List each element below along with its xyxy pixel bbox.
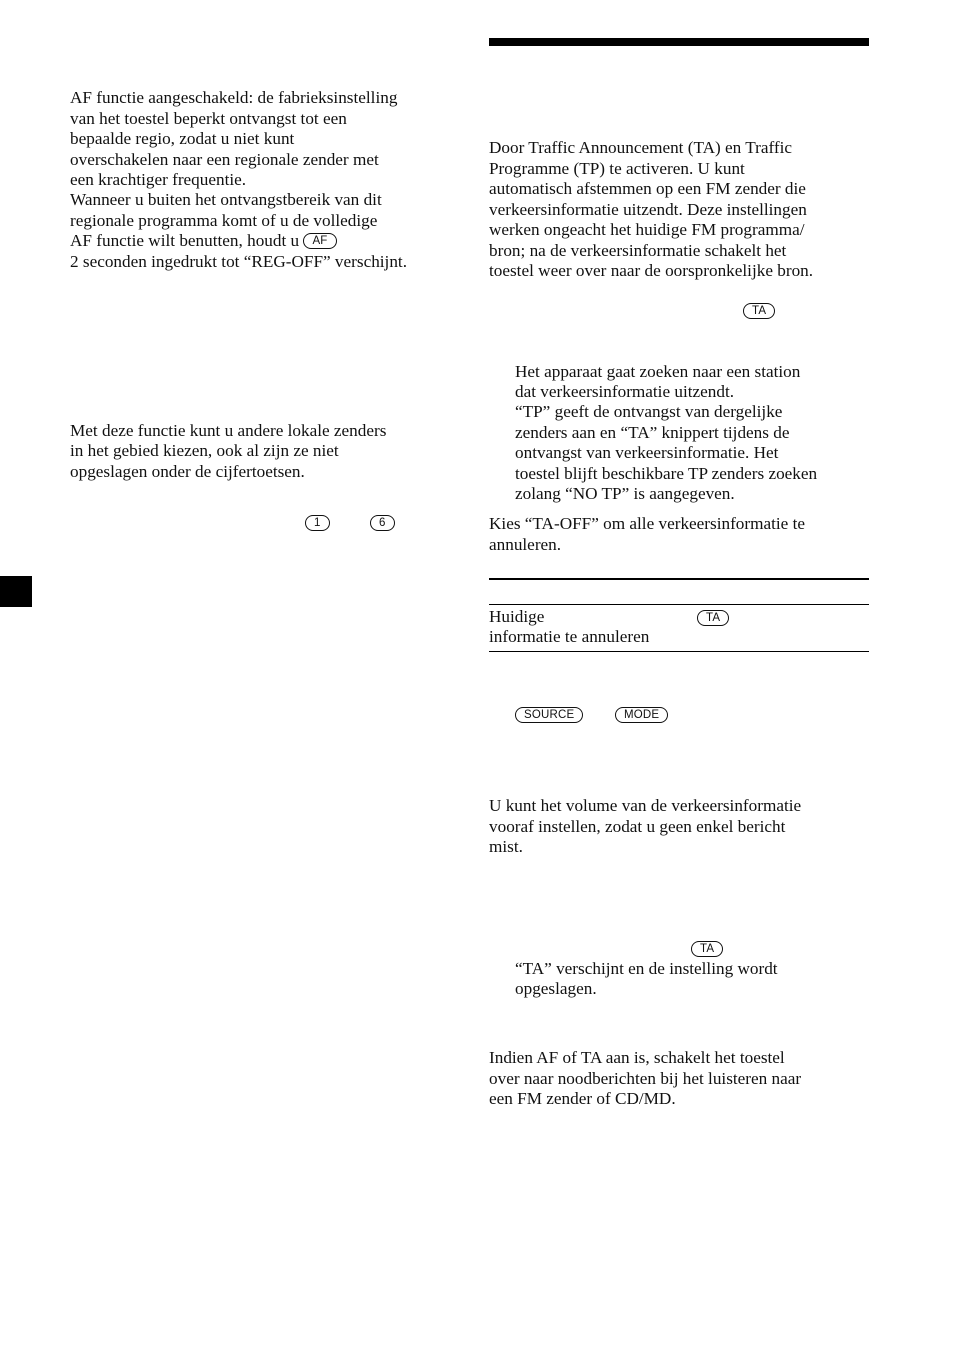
mode-button-icon: MODE: [615, 707, 668, 723]
text-line: een krachtiger frequentie.: [70, 170, 247, 189]
text-line: Wanneer u buiten het ontvangstbereik van dit: [70, 190, 382, 209]
text-line: werken ongeacht het huidige FM programma/: [489, 220, 805, 239]
text-line: zolang “NO TP” is aangegeven.: [515, 484, 735, 503]
text-line: verkeersinformatie uitzendt. Deze instellingen: [489, 200, 807, 219]
text-line: annuleren.: [489, 535, 562, 554]
text-line: Door Traffic Announcement (TA) en Traffic: [489, 138, 793, 157]
text-line: dat verkeersinformatie uitzendt.: [515, 382, 735, 401]
ta-button-icon: TA: [697, 610, 729, 626]
text-line: toestel blijft beschikbare TP zenders zoeken: [515, 464, 818, 483]
ta-button-icon: TA: [691, 941, 723, 957]
table-header-rule: [489, 604, 869, 605]
text-line: een FM zender of CD/MD.: [489, 1089, 676, 1108]
text-line: mist.: [489, 837, 523, 856]
text-line: Het apparaat gaat zoeken naar een station: [515, 362, 801, 381]
ta-button-icon: TA: [743, 303, 775, 319]
text-line: automatisch afstemmen op een FM zender die: [489, 179, 806, 198]
text-line: bepaalde regio, zodat u niet kunt: [70, 129, 295, 148]
text-line: toestel weer over naar de oorspronkelijke bron.: [489, 261, 814, 280]
text-line: overschakelen naar een regionale zender met: [70, 150, 379, 169]
table-bottom-rule: [489, 651, 869, 652]
text-line: zenders aan en “TA” knippert tijdens de: [515, 423, 790, 442]
table-cell: Huidige: [489, 607, 545, 626]
source-button-icon: SOURCE: [515, 707, 583, 723]
text-line: opgeslagen.: [515, 979, 597, 998]
text-line: over naar noodberichten bij het luisteren naar: [489, 1069, 802, 1088]
text-line: opgeslagen onder de cijfertoetsen.: [70, 462, 305, 481]
text-line: regionale programma komt of u de volledige: [70, 211, 378, 230]
text-line: 2 seconden ingedrukt tot “REG-OFF” verschijnt.: [70, 252, 408, 271]
af-button-icon: AF: [303, 233, 336, 249]
table-top-rule: [489, 578, 869, 580]
section-header-bar: [489, 38, 869, 46]
text-line: ontvangst van verkeersinformatie. Het: [515, 443, 779, 462]
text-line: “TP” geeft de ontvangst van dergelijke: [515, 402, 783, 421]
text-line: Indien AF of TA aan is, schakelt het toestel: [489, 1048, 785, 1067]
table-cell: informatie te annuleren: [489, 627, 650, 646]
text-line: Met deze functie kunt u andere lokale zenders: [70, 421, 387, 440]
page-edge-tab: [0, 576, 32, 607]
text-line: U kunt het volume van de verkeersinformatie: [489, 796, 802, 815]
text-line: AF functie aangeschakeld: de fabrieksinstelling: [70, 88, 398, 107]
text-line: Kies “TA-OFF” om alle verkeersinformatie te: [489, 514, 806, 533]
text-line: Programme (TP) te activeren. U kunt: [489, 159, 745, 178]
text-line: van het toestel beperkt ontvangst tot een: [70, 109, 347, 128]
number-6-button-icon: 6: [370, 515, 395, 531]
text-fragment: AF functie wilt benutten, houdt u: [70, 231, 300, 250]
text-line-with-key: [70, 231, 337, 252]
text-line: vooraf instellen, zodat u geen enkel bericht: [489, 817, 786, 836]
text-line: bron; na de verkeersinformatie schakelt het: [489, 241, 787, 260]
text-line: in het gebied kiezen, ook al zijn ze niet: [70, 441, 339, 460]
number-1-button-icon: 1: [305, 515, 330, 531]
text-line: “TA” verschijnt en de instelling wordt: [515, 959, 778, 978]
